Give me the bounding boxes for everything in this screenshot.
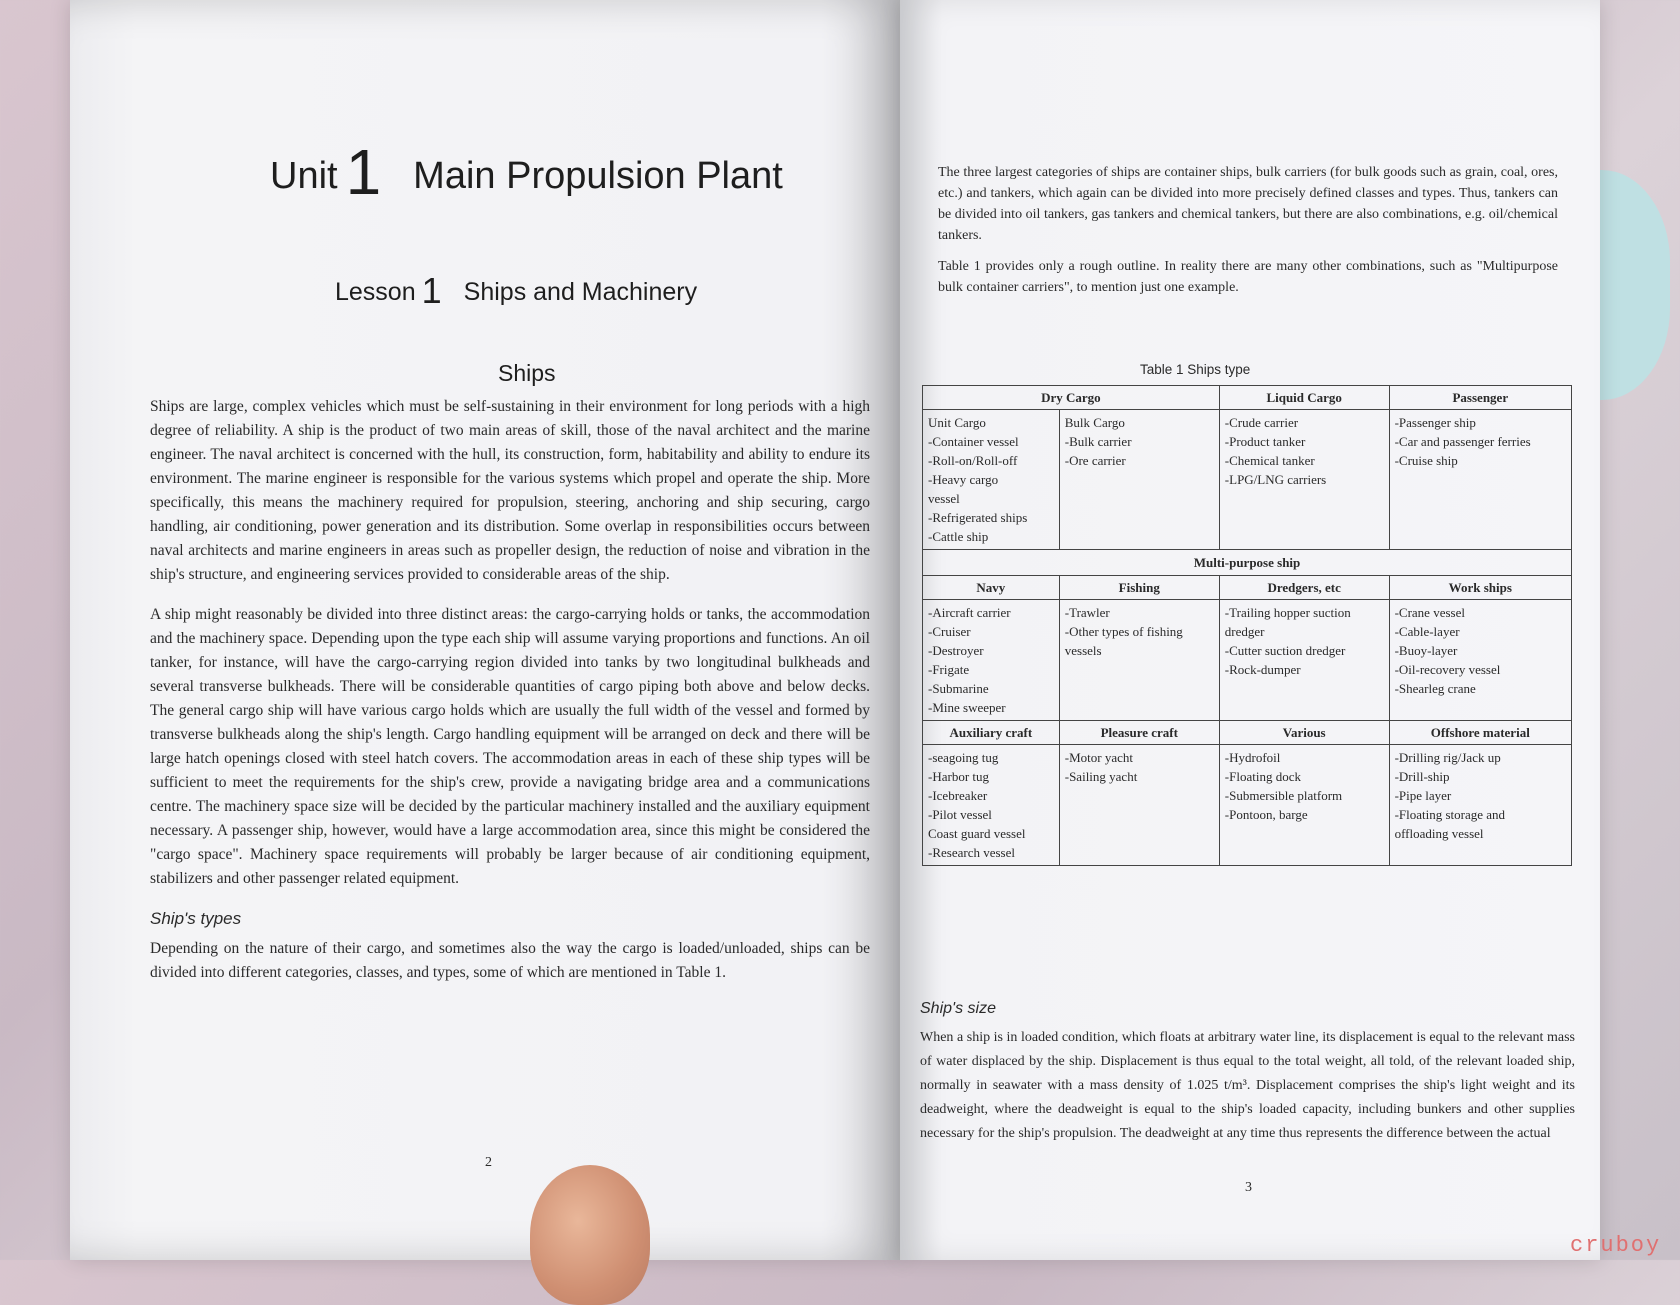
table-cell-line: vessels	[1064, 643, 1102, 658]
table-cell-line: -Drill-ship	[1394, 769, 1450, 784]
lesson-title-text: Ships and Machinery	[463, 278, 698, 306]
table-cell-line: -seagoing tug	[928, 750, 999, 765]
table-header: Auxiliary craft	[923, 721, 1060, 745]
table-cell	[1219, 600, 1389, 721]
table-cell-line: -LPG/LNG carriers	[1224, 472, 1327, 487]
table-cell-line: -Cutter suction dredger	[1224, 643, 1346, 658]
table-cell-line: Coast guard vessel	[928, 826, 1026, 841]
table-cell	[1389, 600, 1571, 721]
table-cell	[1059, 745, 1219, 866]
subheading-ships-size: Ship's size	[920, 1000, 996, 1017]
table-caption: Table 1 Ships type	[1140, 362, 1251, 377]
paragraph: Ships are large, complex vehicles which must be self-sustaining in their environment for long periods with a high degree of reliability. A ship is the product of two main areas of skill, those of the naval architect and the marine engineer. The naval architect is concerned with the hull, its construction, form, habitability and ability to endure its environment. The marine engineer is responsible for the various systems which propel and operate the ship. More specifically, this means the machinery required for propulsion, steering, anchoring and ship securing, cargo handling, air conditioning, power generation and its distribution. Some overlap in responsibilities occurs between naval architects and marine engineers in areas such as propeller design, the reduction of noise and vibration in the ship's structure, and engineering services provided to considerable areas of the ship.	[150, 398, 870, 583]
page-number: 3	[1245, 1180, 1252, 1195]
table-cell-line: -Shearleg crane	[1394, 681, 1476, 696]
paragraph: A ship might reasonably be divided into three distinct areas: the cargo-carrying holds or tanks, the accommodation and the machinery space. Depending upon the type each ship will assume varying proportions and functions. An oil tanker, for instance, will have the cargo-carrying region divided into tanks by two longitudinal bulkheads and several transverse bulkheads. There will be considerable quantities of cargo piping both above and below decks. The general cargo ship will have various cargo holds which are usually the full width of the vessel and formed by transverse bulkheads along the ship's length. Cargo handling equipment will be arranged on deck and there will be large hatch openings closed with steel hatch covers. The accommodation areas in each of these ship types will be sufficient to meet the requirements for the ship's crew, provide a navigating bridge area and a communications centre. The machinery space size will be decided by the particular machinery installed and the auxiliary equipment necessary. A passenger ship, however, would have a large accommodation area, since this might be considered the "cargo space". Machinery space requirements will probably be larger because of air conditioning equipment, stabilizers and other passenger related equipment.	[150, 606, 870, 887]
unit-title-text: Main Propulsion Plant	[413, 155, 783, 197]
table-cell-line: -Research vessel	[928, 845, 1015, 860]
table-cell	[1389, 410, 1571, 550]
table-header: Offshore material	[1389, 721, 1571, 745]
table-cell-line: -Submarine	[928, 681, 989, 696]
table-cell-line: -Floating storage and	[1394, 807, 1506, 822]
table-cell-line: -Chemical tanker	[1224, 453, 1315, 468]
paragraph: When a ship is in loaded condition, which floats at arbitrary water line, its displacement is equal to the relevant mass of water displaced by the ship. Displacement is thus equal to the total weight, all told, of the relevant loaded ship, normally in seawater with a mass density of 1.025 t/m³. Displacement comprises the ship's light weight and its deadweight, where the deadweight is equal to the ship's loaded capacity, including bunkers and other supplies necessary for the ship's propulsion. The deadweight at any time thus represents the difference between the actual	[920, 1030, 1575, 1141]
thumb-holding-book	[530, 1165, 650, 1305]
table-header: Passenger	[1389, 386, 1571, 410]
table-cell	[1059, 410, 1219, 550]
table-cell-line: -Buoy-layer	[1394, 643, 1458, 658]
table-cell-line: -Pipe layer	[1394, 788, 1452, 803]
table-cell-line: -Aircraft carrier	[928, 605, 1011, 620]
table-cell-line: -Hydrofoil	[1224, 750, 1281, 765]
table-cell-line: -Crane vessel	[1394, 605, 1465, 620]
table-cell-line: -Mine sweeper	[928, 700, 1006, 715]
table-cell-line: -Bulk carrier	[1064, 434, 1132, 449]
page-number: 2	[485, 1155, 492, 1170]
table-cell-line: -Destroyer	[928, 643, 984, 658]
table-cell-line: -Trailing hopper suction	[1224, 605, 1351, 620]
table-cell-line: -Submersible platform	[1224, 788, 1343, 803]
lesson-title	[335, 270, 697, 312]
table-header: Liquid Cargo	[1219, 386, 1389, 410]
lesson-number: 1	[421, 270, 442, 311]
unit-number: 1	[345, 136, 382, 208]
table-cell	[1219, 745, 1389, 866]
table-cell-line: -Other types of fishing	[1064, 624, 1183, 639]
unit-label: Unit	[270, 155, 338, 197]
section-heading: Ships	[498, 360, 556, 386]
table-cell-line: vessel	[928, 491, 960, 506]
table-cell-line: -Car and passenger ferries	[1394, 434, 1531, 449]
table-cell-line: -Icebreaker	[928, 788, 988, 803]
ships-type-table	[922, 385, 1572, 866]
table-cell-line: -Sailing yacht	[1064, 769, 1138, 784]
table-cell-line: -Crude carrier	[1224, 415, 1299, 430]
unit-title	[270, 135, 783, 209]
table-cell-line: -Container vessel	[928, 434, 1019, 449]
left-page	[70, 0, 905, 1260]
table-cell	[923, 410, 1060, 550]
table-header: Pleasure craft	[1059, 721, 1219, 745]
table-cell-line: -Passenger ship	[1394, 415, 1476, 430]
table-cell-line: -Roll-on/Roll-off	[928, 453, 1018, 468]
table-cell-line: offloading vessel	[1394, 826, 1484, 841]
table-cell-line: Bulk Cargo	[1064, 415, 1125, 430]
watermark: cruboy	[1570, 1233, 1662, 1258]
table-header: Dredgers, etc	[1219, 576, 1389, 600]
subheading-ships-types: Ship's types	[150, 909, 242, 928]
table-cell-line: -Ore carrier	[1064, 453, 1126, 468]
table-cell	[1219, 410, 1389, 550]
left-body-text	[150, 395, 870, 1001]
table-header: Fishing	[1059, 576, 1219, 600]
table-cell-line: -Motor yacht	[1064, 750, 1133, 765]
table-cell-line: -Cattle ship	[928, 529, 989, 544]
table-header: Dry Cargo	[923, 386, 1220, 410]
table-cell	[923, 745, 1060, 866]
paragraph: Table 1 provides only a rough outline. In reality there are many other combinations, such as "Multipurpose bulk container carriers", to mention just one example.	[938, 259, 1558, 295]
table-cell-line: -Frigate	[928, 662, 970, 677]
paragraph: Depending on the nature of their cargo, and sometimes also the way the cargo is loaded/unloaded, ships can be divided into different categories, classes, and types, some of which are mentioned in Table 1.	[150, 940, 870, 981]
table-cell-line: Unit Cargo	[928, 415, 986, 430]
table-cell	[1389, 745, 1571, 866]
table-cell-line: -Pilot vessel	[928, 807, 992, 822]
table-cell-line: -Cruiser	[928, 624, 971, 639]
lesson-label: Lesson	[335, 278, 416, 306]
table-cell	[1059, 600, 1219, 721]
table-cell-line: -Oil-recovery vessel	[1394, 662, 1501, 677]
table-header: Various	[1219, 721, 1389, 745]
table-cell-line: -Heavy cargo	[928, 472, 999, 487]
table-cell-line: -Floating dock	[1224, 769, 1301, 784]
table-cell-line: -Product tanker	[1224, 434, 1306, 449]
table-cell-line: -Harbor tug	[928, 769, 990, 784]
right-page	[900, 0, 1600, 1260]
table-cell	[923, 600, 1060, 721]
table-spanning-row: Multi-purpose ship	[923, 550, 1572, 576]
table-header: Navy	[923, 576, 1060, 600]
table-cell-line: dredger	[1224, 624, 1265, 639]
table-header: Work ships	[1389, 576, 1571, 600]
table-cell-line: -Pontoon, barge	[1224, 807, 1308, 822]
table-cell-line: -Refrigerated ships	[928, 510, 1028, 525]
table-cell-line: -Cruise ship	[1394, 453, 1458, 468]
right-body-text	[938, 162, 1558, 308]
table-cell-line: -Cable-layer	[1394, 624, 1460, 639]
table-cell-line: -Rock-dumper	[1224, 662, 1301, 677]
table-cell-line: -Trawler	[1064, 605, 1110, 620]
table-cell-line: -Drilling rig/Jack up	[1394, 750, 1501, 765]
paragraph: The three largest categories of ships are container ships, bulk carriers (for bulk goods such as grain, coal, ores, etc.) and tankers, which again can be divided into more precisely defined classes and types. Thus, tankers can be divided into oil tankers, gas tankers and chemical tankers, but there are also combinations, e.g. oil/chemical tankers.	[938, 165, 1558, 243]
